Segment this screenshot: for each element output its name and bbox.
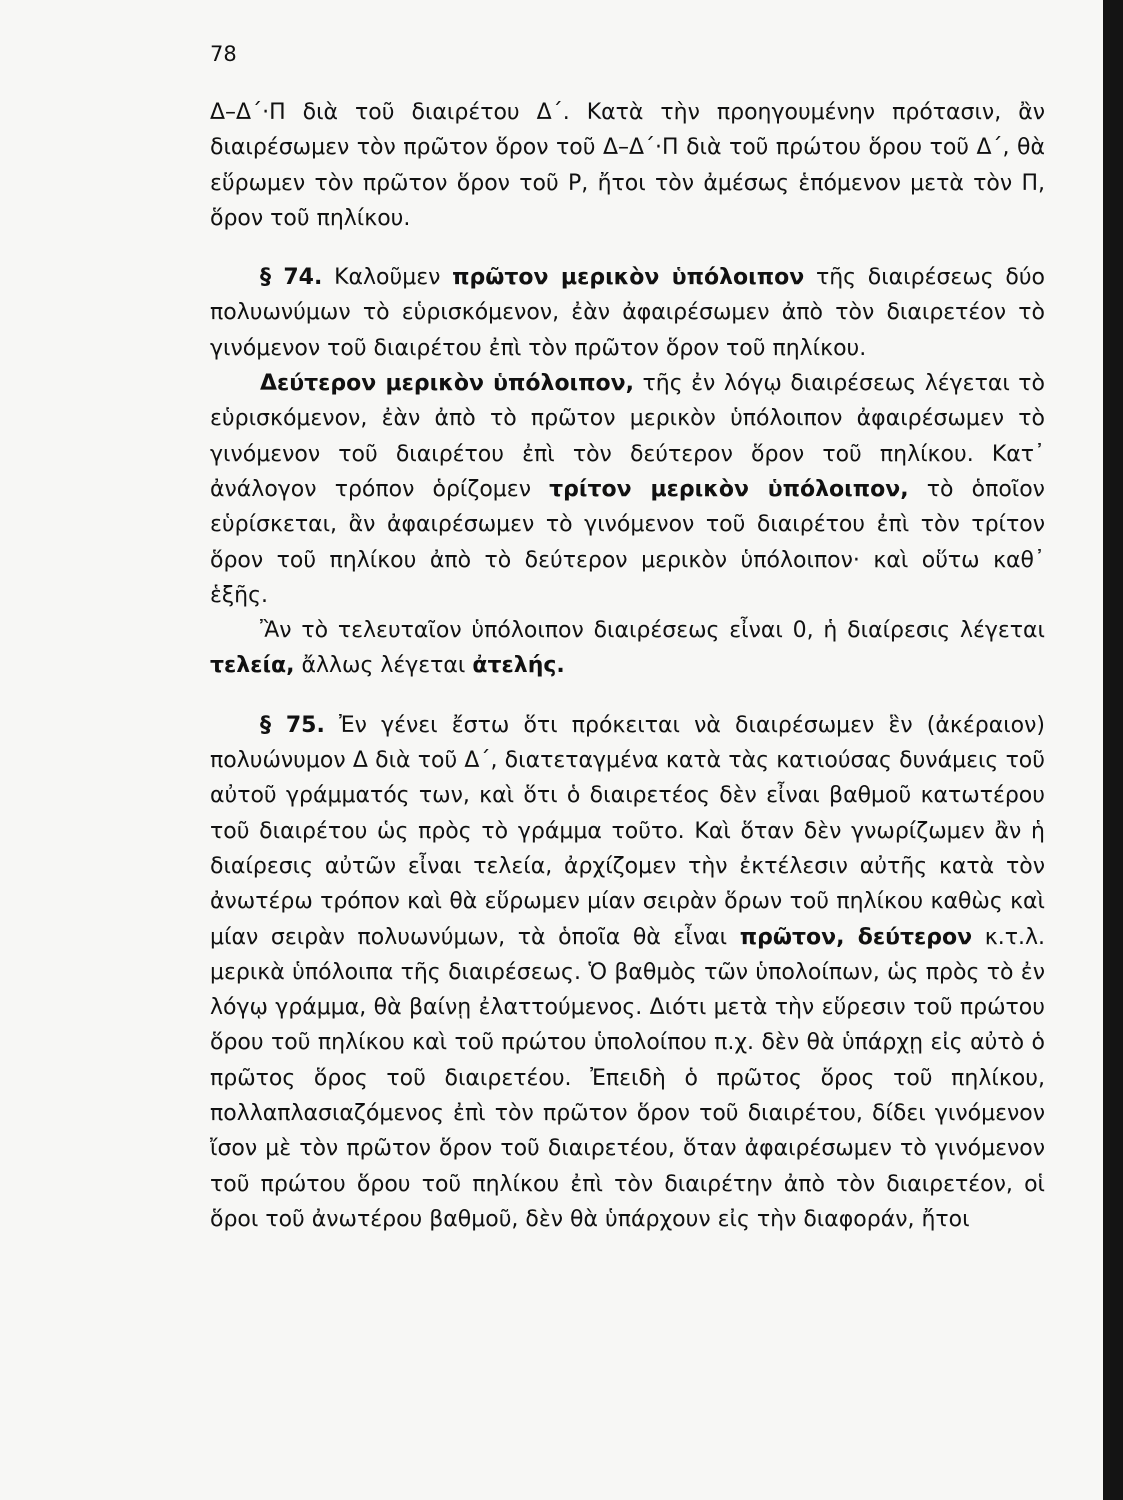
term-second-partial-remainder: Δεύτερον μερικὸν ὑπόλοιπον, [260,371,634,397]
text-run: κ.τ.λ. μερικὰ ὑπόλοιπα τῆς διαιρέσεως. Ὁ βαθμὸς τῶν ὑπολοίπων, ὡς πρὸς τὸ ἐν λόγῳ γράμμα, θὰ βαίνῃ ἐλαττούμενος. Διότι μετὰ τὴν εὕρεσιν τοῦ πρώτου ὅρου τοῦ πηλίκου καὶ τοῦ πρώτου ὑπολοίπου π.χ. δὲν θὰ ὑπάρχῃ εἰς αὐτὸ ὁ πρῶτος ὅρος τοῦ διαιρετέου. Ἐπειδὴ ὁ πρῶτος ὅρος τοῦ πηλίκου, πολλαπλασιαζόμενος ἐπὶ τὸν πρῶτον ὅρον τοῦ διαιρέτου, δίδει γινόμενον ἴσον μὲ τὸν πρῶτον ὅρον τοῦ διαιρετέου, ὅταν ἀφαιρέσωμεν τὸ γινόμενον τοῦ πρώτου ὅρου τοῦ πηλίκου ἐπὶ τὸν διαιρέτην ἀπὸ τὸν διαιρετέον, οἱ ὅροι τοῦ ἀνωτέρου βαθμοῦ, δὲν θὰ ὑπάρχουν εἰς τὴν διαφοράν, ἤτοι [210,924,1046,1232]
term-third-partial-remainder: τρίτον μερικὸν ὑπόλοιπον, [549,476,909,502]
term-first-partial-remainder: πρῶτον μερικὸν ὑπόλοιπον [452,265,805,291]
text-run: Καλοῦμεν [322,265,453,291]
paragraph-exact-division [210,613,1045,684]
scan-dark-edge [1103,0,1123,1500]
text-run: τὸ ὁποῖον εὑρίσκεται, ἂν ἀφαιρέσωμεν τὸ γινόμενον τοῦ διαιρέτου ἐπὶ τὸν τρίτον ὅρον τοῦ πηλίκου ἀπὸ τὸ δεύτερον μερικὸν ὑπόλοιπον· καὶ οὕτω καθ᾽ ἑξῆς. [210,476,1045,608]
term-exact: τελεία, [210,653,295,679]
paragraph-continuation: Δ–Δ΄·Π διὰ τοῦ διαιρέτου Δ΄. Κατὰ τὴν προηγουμένην πρότασιν, ἂν διαιρέσωμεν τὸν πρῶτον ὅρον τοῦ Δ–Δ΄·Π διὰ τοῦ πρώτου ὅρου τοῦ Δ΄, θὰ εὕρωμεν τὸν πρῶτον ὅρον τοῦ Ρ, ἤτοι τὸν ἀμέσως ἑπόμενον μετὰ τὸν Π, ὅρον τοῦ πηλίκου. [210,100,1045,231]
text-run: Ἂν τὸ τελευταῖον ὑπόλοιπον διαιρέσεως εἶναι 0, ἡ διαίρεσις λέγεται [260,618,1045,644]
text-run: ἄλλως λέγεται [294,653,473,679]
page-body [210,95,1045,1237]
text-run: τῆς διαιρέσεως δύο πολυωνύμων τὸ εὑρισκόμενον, ἐὰν ἀφαιρέσωμεν ἀπὸ τὸν διαιρετέον τὸ γινόμενον τοῦ διαιρέτου ἐπὶ τὸν πρῶτον ὅρον τοῦ πηλίκου. [210,265,1046,361]
term-first-second: πρῶτον, δεύτερον [739,924,973,950]
section-label-74: § 74. [260,265,323,291]
section-label-75: § 75. [260,712,325,738]
paragraph-section-74 [210,260,1045,366]
paragraph-section-75 [210,708,1045,1237]
term-inexact: ἀτελής. [472,653,565,679]
text-run: Ἐν γένει ἔστω ὅτι πρόκειται νὰ διαιρέσωμεν ἓν (ἀκέραιον) πολυώνυμον Δ διὰ τοῦ Δ΄, διατεταγμένα κατὰ τὰς κατιούσας δυνάμεις τοῦ αὐτοῦ γράμματός των, καὶ ὅτι ὁ διαιρετέος δὲν εἶναι βαθμοῦ κατωτέρου τοῦ διαιρέτου ὡς πρὸς τὸ γράμμα τοῦτο. Καὶ ὅταν δὲν γνωρίζωμεν ἂν ἡ διαίρεσις αὐτῶν εἶναι τελεία, ἀρχίζομεν τὴν ἐκτέλεσιν αὐτῆς κατὰ τὸν ἀνωτέρω τρόπον καὶ θὰ εὕρωμεν μίαν σειρὰν ὅρων τοῦ πηλίκου καθὼς καὶ μίαν σειρὰν πολυωνύμων, τὰ ὁποῖα θὰ εἶναι [210,712,1045,950]
page-number: 78 [210,42,237,66]
paragraph-second-remainder [210,366,1045,613]
text-run: τῆς ἐν λόγῳ διαιρέσεως λέγεται τὸ εὑρισκόμενον, ἐὰν ἀπὸ τὸ πρῶτον μερικὸν ὑπόλοιπον ἀφαιρέσωμεν τὸ γινόμενον τοῦ διαιρέτου ἐπὶ τὸν δεύτερον ὅρον τοῦ πηλίκου. Κατ᾽ ἀνάλογον τρόπον ὁρίζομεν [210,371,1046,502]
